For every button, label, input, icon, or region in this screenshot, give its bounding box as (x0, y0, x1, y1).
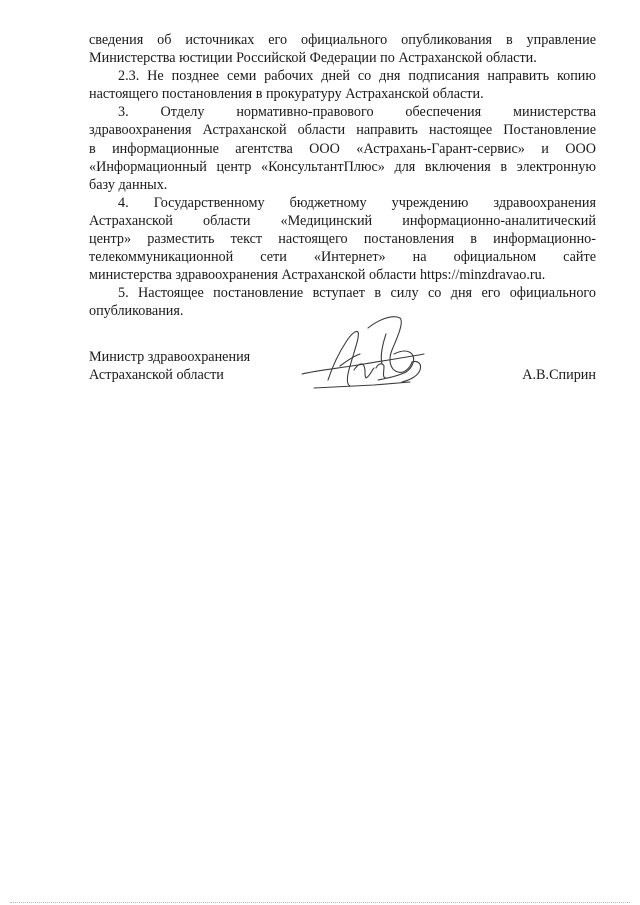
text-line: здравоохранения Астраханской области направить настоящее Постановление (89, 122, 596, 139)
text-line: 4. Государственному бюджетному учреждению здравоохранения (118, 194, 596, 211)
signatory-position-line: Министр здравоохранения (89, 349, 251, 365)
text-line: 3. Отделу нормативно-правового обеспечения министерства (118, 104, 596, 121)
paragraph-p-2-3 (89, 67, 596, 103)
signature-block (89, 348, 596, 408)
text-line: сведения об источниках его официального опубликования в управление (89, 32, 596, 48)
handwritten-signature (294, 310, 434, 405)
text-line: настоящего постановления в прокуратуру Астраханской области. (89, 86, 484, 103)
signatory-position (89, 348, 250, 384)
text-line: телекоммуникационной сети «Интернет» на официальном сайте (89, 249, 596, 266)
scan-edge (10, 902, 630, 903)
signatory-name: А.В.Спирин (522, 367, 596, 383)
text-line: 5. Настоящее постановление вступает в силу со дня его официального (118, 285, 596, 302)
signatory-position-line: Астраханской области (89, 367, 224, 384)
text-line: базу данных. (89, 176, 168, 193)
text-line: Астраханской области «Медицинский информационно-аналитический (89, 212, 596, 229)
text-line: центр» разместить текст настоящего постановления в информационно- (89, 231, 596, 248)
text-line: опубликования. (89, 303, 184, 320)
text-line: министерства здравоохранения Астраханской области https://minzdravao.ru. (89, 267, 546, 284)
paragraph-p-3 (89, 103, 596, 193)
text-line: Министерства юстиции Российской Федерации по Астраханской области. (89, 50, 537, 67)
text-line: 2.3. Не позднее семи рабочих дней со дня подписания направить копию (118, 68, 596, 85)
document-body (89, 31, 596, 321)
text-line: «Информационный центр «КонсультантПлюс» для включения в электронную (89, 158, 596, 175)
paragraph-p-2-2-end (89, 31, 596, 67)
text-line: в информационные агентства ООО «Астрахань-Гарант-сервис» и ООО (89, 140, 596, 157)
paragraph-p-4 (89, 194, 596, 284)
